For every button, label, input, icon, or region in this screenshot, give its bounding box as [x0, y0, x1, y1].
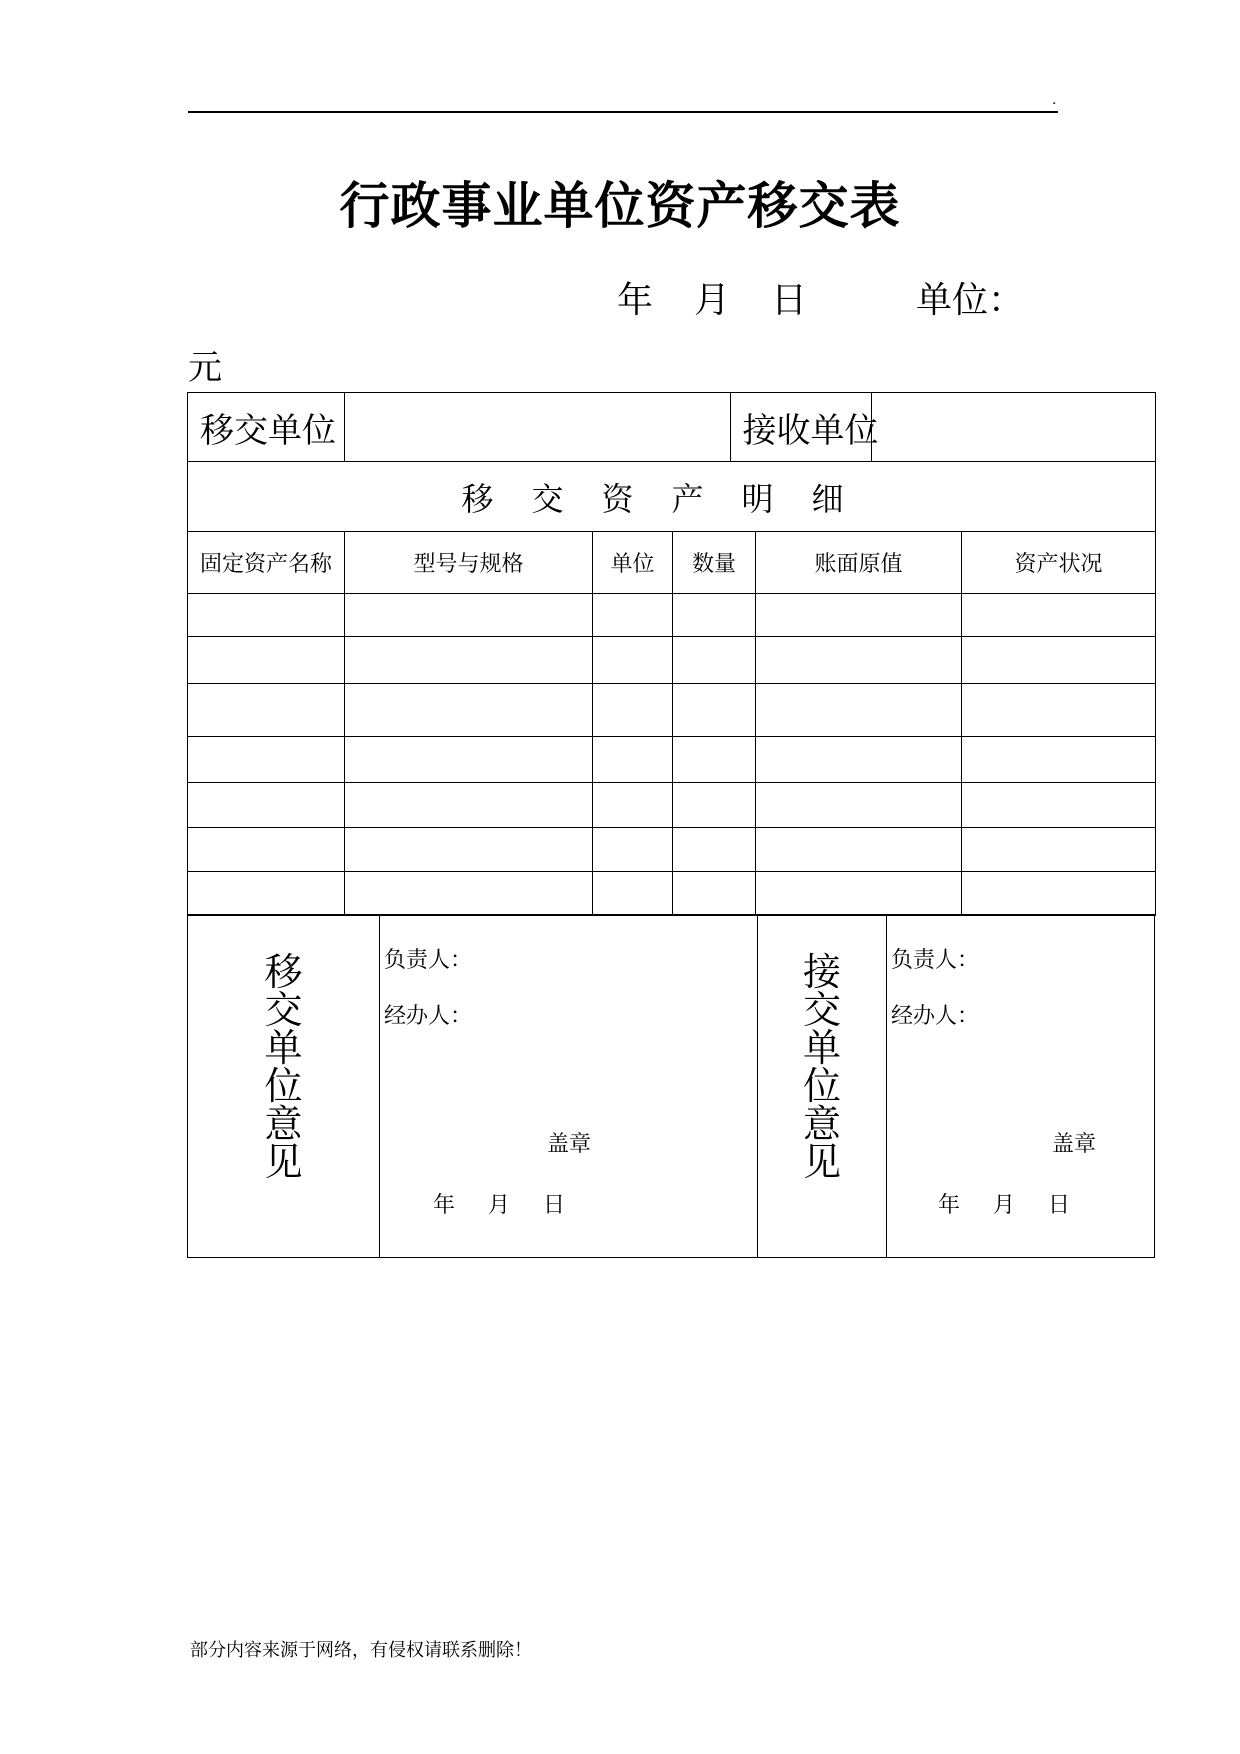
document-title: 行政事业单位资产移交表 [339, 177, 901, 235]
label-char: 位 [802, 1064, 841, 1108]
cell-model-spec[interactable] [345, 737, 593, 783]
col-model-spec: 型号与规格 [345, 532, 593, 594]
column-header-row [188, 532, 1156, 594]
cell-book-value[interactable] [756, 828, 962, 872]
receive-responsible-label: 负责人： [891, 948, 980, 973]
receive-date-label: 年 月 日 [938, 1193, 1070, 1218]
cell-unit[interactable] [593, 872, 673, 916]
transfer-unit-field-cont[interactable] [673, 393, 731, 461]
col-book-value: 账面原值 [756, 532, 962, 594]
receive-opinion-label [758, 915, 887, 1258]
cell-model-spec[interactable] [345, 594, 593, 637]
transfer-date-label: 年 月 日 [433, 1193, 565, 1218]
transfer-seal-label: 盖章 [547, 1132, 592, 1157]
header-rule [188, 111, 1058, 113]
cell-model-spec[interactable] [345, 684, 593, 737]
cell-model-spec[interactable] [345, 828, 593, 872]
transfer-unit-field[interactable] [345, 393, 673, 462]
table-row [188, 684, 1156, 737]
cell-asset-name[interactable] [188, 684, 345, 737]
transfer-handler-label: 经办人： [384, 1004, 473, 1029]
currency-unit: 元 [188, 348, 222, 388]
cell-unit[interactable] [593, 737, 673, 783]
receive-unit-label: 接收单位 [731, 393, 872, 461]
table-row [188, 594, 1156, 637]
cell-asset-status[interactable] [962, 828, 1156, 872]
label-char: 单 [264, 1026, 303, 1070]
transfer-opinion-label [188, 915, 380, 1258]
label-char: 单 [802, 1026, 841, 1070]
label-char: 见 [802, 1140, 841, 1184]
receive-seal-label: 盖章 [1052, 1132, 1097, 1157]
cell-quantity[interactable] [673, 872, 756, 916]
label-char: 移 [264, 950, 303, 994]
unit-label: 单位： [916, 280, 1025, 321]
cell-book-value[interactable] [756, 737, 962, 783]
cell-asset-status[interactable] [962, 594, 1156, 637]
table-row [188, 783, 1156, 828]
cell-asset-status[interactable] [962, 737, 1156, 783]
cell-book-value[interactable] [756, 594, 962, 637]
cell-asset-name[interactable] [188, 872, 345, 916]
table-row [188, 637, 1156, 684]
cell-unit[interactable] [593, 637, 673, 684]
opinion-table [187, 914, 1155, 1258]
cell-asset-name[interactable] [188, 737, 345, 783]
col-asset-name: 固定资产名称 [188, 532, 345, 594]
cell-asset-name[interactable] [188, 637, 345, 684]
cell-quantity[interactable] [673, 637, 756, 684]
transfer-unit-label: 移交单位 [188, 393, 345, 462]
label-char: 见 [264, 1140, 303, 1184]
col-quantity: 数量 [673, 532, 756, 594]
header-dot: . [1052, 92, 1057, 108]
label-char: 交 [264, 988, 303, 1032]
cell-asset-name[interactable] [188, 783, 345, 828]
cell-quantity[interactable] [673, 828, 756, 872]
cell-model-spec[interactable] [345, 872, 593, 916]
transfer-opinion-cell[interactable] [380, 915, 758, 1258]
col-unit: 单位 [593, 532, 673, 594]
cell-book-value[interactable] [756, 637, 962, 684]
asset-transfer-table [187, 392, 1156, 916]
cell-asset-name[interactable] [188, 828, 345, 872]
date-month-label: 月 [694, 280, 731, 321]
cell-asset-status[interactable] [962, 684, 1156, 737]
cell-quantity[interactable] [673, 783, 756, 828]
cell-book-value[interactable] [756, 872, 962, 916]
cell-unit[interactable] [593, 594, 673, 637]
cell-unit[interactable] [593, 684, 673, 737]
receive-unit-field[interactable] [872, 393, 1156, 461]
parties-row [188, 393, 1156, 462]
label-char: 意 [802, 1102, 841, 1146]
cell-quantity[interactable] [673, 594, 756, 637]
cell-quantity[interactable] [673, 737, 756, 783]
cell-asset-name[interactable] [188, 594, 345, 637]
label-char: 位 [264, 1064, 303, 1108]
col-asset-status: 资产状况 [962, 532, 1156, 594]
cell-unit[interactable] [593, 828, 673, 872]
date-year-label: 年 [617, 280, 654, 321]
transfer-responsible-label: 负责人： [384, 948, 473, 973]
cell-asset-status[interactable] [962, 783, 1156, 828]
receive-opinion-cell[interactable] [887, 915, 1155, 1258]
receive-handler-label: 经办人： [891, 1004, 980, 1029]
cell-model-spec[interactable] [345, 637, 593, 684]
cell-asset-status[interactable] [962, 637, 1156, 684]
detail-title: 移交资产明细 [188, 462, 1156, 532]
label-char: 意 [264, 1102, 303, 1146]
cell-book-value[interactable] [756, 783, 962, 828]
table-row [188, 737, 1156, 783]
footer-disclaimer: 部分内容来源于网络，有侵权请联系删除！ [190, 1640, 532, 1661]
table-row [188, 872, 1156, 916]
cell-quantity[interactable] [673, 684, 756, 737]
cell-unit[interactable] [593, 783, 673, 828]
cell-asset-status[interactable] [962, 872, 1156, 916]
label-char: 接 [802, 950, 841, 994]
cell-book-value[interactable] [756, 684, 962, 737]
table-row [188, 828, 1156, 872]
date-day-label: 日 [771, 280, 808, 321]
label-char: 交 [802, 988, 841, 1032]
cell-model-spec[interactable] [345, 783, 593, 828]
